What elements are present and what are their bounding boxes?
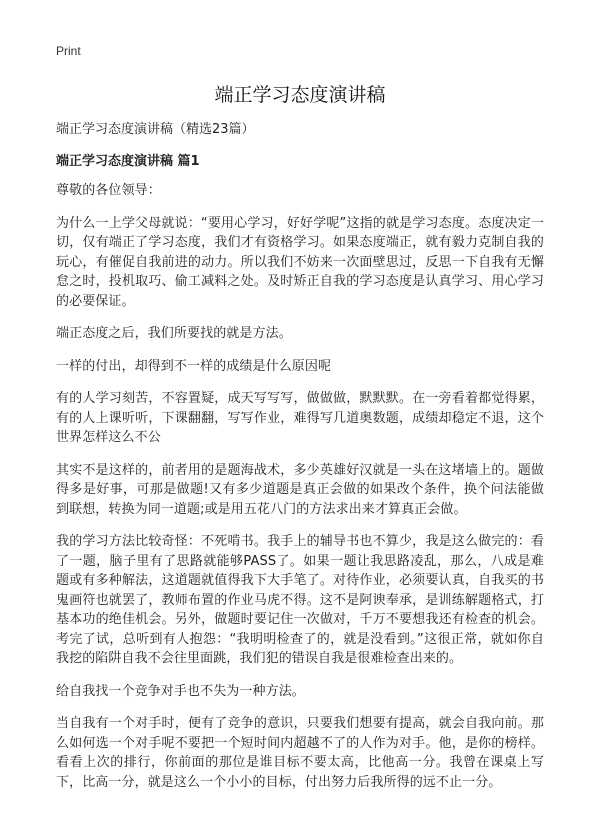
paragraph-comparison: 有的人学习刻苦，不容置疑，成天写写写，做做做，默默默。在一旁看着都觉得累，有的人上课听听，下课翻翻，写写作业，难得写几道奥数题，成绩却稳定不退，这个世界怎样这么不公 bbox=[56, 391, 544, 445]
document-title: 端正学习态度演讲稿 bbox=[214, 84, 386, 106]
paragraph-greeting: 尊敬的各位领导： bbox=[56, 183, 161, 198]
section-heading: 端正学习态度演讲稿 篇1 bbox=[56, 154, 200, 169]
paragraph-competitor: 给自我找一个竞争对手也不失为一种方法。 bbox=[56, 683, 305, 699]
print-label: Print bbox=[56, 44, 81, 58]
paragraph-question: 一样的付出，却得到不一样的成绩是什么原因呢 bbox=[56, 358, 332, 374]
paragraph-competitor-detail: 当自我有一个对手时，便有了竞争的意识，只要我们想要有提高，就会自我向前。那么如何选一个对手呢不要把一个短时间内超越不了的人作为对手。他，是你的榜样。看看上次的排行，你前面的那位是谁目标不要太高，比他高一分。我曾在课桌上写下，比高一分，就是这么一个小小的目标，付出努力后我所得的远不止一分。 bbox=[56, 716, 544, 790]
document-subtitle: 端正学习态度演讲稿（精选23篇） bbox=[56, 122, 255, 137]
paragraph-study-method: 我的学习方法比较奇怪：不死啃书。我手上的辅导书也不算少，我是这么做完的：看了一题，脑子里有了思路就能够PASS了。如果一题让我思路凌乱，那么，八成是难题或有多种解法，这道题就值得我下大手笔了。对待作业，必须要认真，自我买的书鬼画符也就罢了，教师布置的作业马虎不得。这不是阿谀奉承，是训练解题格式，打基本功的绝佳机会。另外，做题时要记住一次做对，千万不要想我还有检查的机会。考完了试，总听到有人抱怨：“我明明检查了的，就是没看到。”这很正常，就如你自我挖的陷阱自我不会往里面跳，我们犯的错误自我是很难检查出来的。 bbox=[56, 534, 544, 666]
paragraph-attitude: 为什么一上学父母就说：“要用心学习，好好学呢”这指的就是学习态度。态度决定一切，仅有端正了学习态度，我们才有资格学习。如果态度端正，就有毅力克制自我的玩心，有催促自我前进的动力。所以我们不妨来一次面壁思过，反思一下自我有无懈怠之时，投机取巧、偷工减料之处。及时矫正自我的学习态度是认真学习、用心学习的必要保证。 bbox=[56, 215, 544, 309]
paragraph-tactics: 其实不是这样的，前者用的是题海战术，多少英雄好汉就是一头在这堵墙上的。题做得多是好事，可那是做题!又有多少道题是真正会做的如果改个条件，换个问法能做到联想，转换为同一道题;或是用五花八门的方法求出来才算真正会做。 bbox=[56, 462, 544, 517]
paragraph-method: 端正态度之后，我们所要找的就是方法。 bbox=[56, 326, 292, 341]
